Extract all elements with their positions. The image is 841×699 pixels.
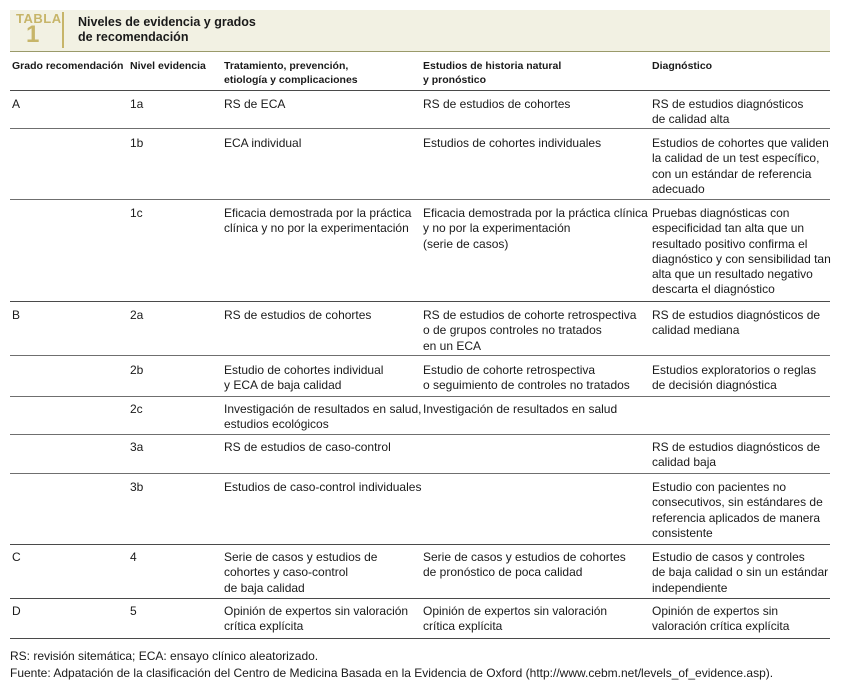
prognosis-cell: Serie de casos y estudios de cohortes de pronóstico de poca calidad	[423, 550, 626, 580]
header-divider	[10, 90, 830, 91]
prognosis-cell: Estudio de cohorte retrospectiva o seguimiento de controles no tratados	[423, 363, 630, 393]
grade-cell: A	[12, 97, 21, 111]
column-header-treatment: Tratamiento, prevención, etiología y complicaciones	[224, 60, 358, 86]
level-cell: 2a	[130, 308, 144, 322]
column-header-level: Nivel evidencia	[130, 60, 206, 72]
prognosis-cell: Opinión de expertos sin valoración crítica explícita	[423, 604, 608, 634]
grade-cell: D	[12, 604, 21, 618]
row-divider	[10, 473, 830, 474]
treatment-cell: Serie de casos y estudios de cohortes y caso-control de baja calidad	[224, 550, 378, 595]
diagnosis-cell: Estudios de cohortes que validen la calidad de un test específico, con un estándar de referencia adecuado	[652, 136, 829, 196]
prognosis-cell: Investigación de resultados en salud	[423, 402, 618, 416]
prognosis-cell: Eficacia demostrada por la práctica clínica y no por la experimentación (serie de casos)	[423, 206, 648, 251]
treatment-cell: Estudio de cohortes individual y ECA de baja calidad	[224, 363, 384, 393]
level-cell: 1c	[130, 206, 143, 220]
treatment-cell: Investigación de resultados en salud, estudios ecológicos	[224, 402, 422, 432]
level-cell: 2c	[130, 402, 143, 416]
treatment-cell: Opinión de expertos sin valoración crítica explícita	[224, 604, 409, 634]
diagnosis-cell: Opinión de expertos sin valoración crítica explícita	[652, 604, 790, 634]
treatment-cell: RS de estudios de caso-control	[224, 440, 391, 454]
level-cell: 2b	[130, 363, 144, 377]
table-number: 1	[26, 21, 40, 48]
abbreviations-note: RS: revisión sitemática; ECA: ensayo clínico aleatorizado.	[10, 649, 319, 663]
diagnosis-cell: RS de estudios diagnósticos de calidad mediana	[652, 308, 821, 338]
treatment-cell: RS de estudios de cohortes	[224, 308, 372, 322]
treatment-cell: Eficacia demostrada por la práctica clínica y no por la experimentación	[224, 206, 412, 236]
source-note: Fuente: Adpatación de la clasificación del Centro de Medicina Basada en la Evidencia de Oxford (http://www.cebm.net/levels_of_evidence.asp).	[10, 666, 774, 680]
grade-cell: C	[12, 550, 21, 564]
grade-cell: B	[12, 308, 21, 322]
table-bottom-rule	[10, 638, 830, 639]
level-cell: 3b	[130, 480, 144, 494]
diagnosis-cell: Estudio con pacientes no consecutivos, sin estándares de referencia aplicados de manera consistente	[652, 480, 823, 540]
footnotes	[10, 648, 830, 682]
level-cell: 1b	[130, 136, 144, 150]
diagnosis-cell: RS de estudios diagnósticos de calidad baja	[652, 440, 821, 470]
group-divider	[10, 544, 830, 545]
diagnosis-cell: Pruebas diagnósticas con especificidad tan alta que un resultado positivo confirma el diagnóstico y con sensibilidad tan alta que un resultado negativo descarta el diagnóstico	[652, 206, 831, 297]
diagnosis-cell: Estudios exploratorios o reglas de decisión diagnóstica	[652, 363, 817, 393]
treatment-cell: RS de ECA	[224, 97, 286, 111]
level-cell: 1a	[130, 97, 144, 111]
prognosis-cell: RS de estudios de cohorte retrospectiva o de grupos controles no tratados en un ECA	[423, 308, 637, 353]
label-divider	[62, 12, 64, 48]
table-label: TABLA	[16, 11, 62, 26]
prognosis-cell: Estudios de cohortes individuales	[423, 136, 602, 150]
header-rule	[10, 51, 830, 52]
level-cell: 5	[130, 604, 137, 618]
group-divider	[10, 598, 830, 599]
row-divider	[10, 396, 830, 397]
treatment-cell: ECA individual	[224, 136, 302, 150]
row-divider	[10, 434, 830, 435]
treatment-cell: Estudios de caso-control individuales	[224, 480, 422, 494]
diagnosis-cell: RS de estudios diagnósticos de calidad alta	[652, 97, 804, 127]
prognosis-cell: RS de estudios de cohortes	[423, 97, 571, 111]
level-cell: 3a	[130, 440, 144, 454]
column-header-diagnosis: Diagnóstico	[652, 60, 713, 72]
row-divider	[10, 199, 830, 200]
level-cell: 4	[130, 550, 137, 564]
group-divider	[10, 301, 830, 302]
table-title: Niveles de evidencia y grados de recomendación	[78, 15, 256, 44]
column-header-prognosis: Estudios de historia natural y pronóstico	[423, 60, 562, 86]
row-divider	[10, 128, 830, 129]
column-header-grade: Grado recomendación	[12, 60, 124, 72]
row-divider	[10, 355, 830, 356]
diagnosis-cell: Estudio de casos y controles de baja calidad o sin un estándar independiente	[652, 550, 829, 595]
